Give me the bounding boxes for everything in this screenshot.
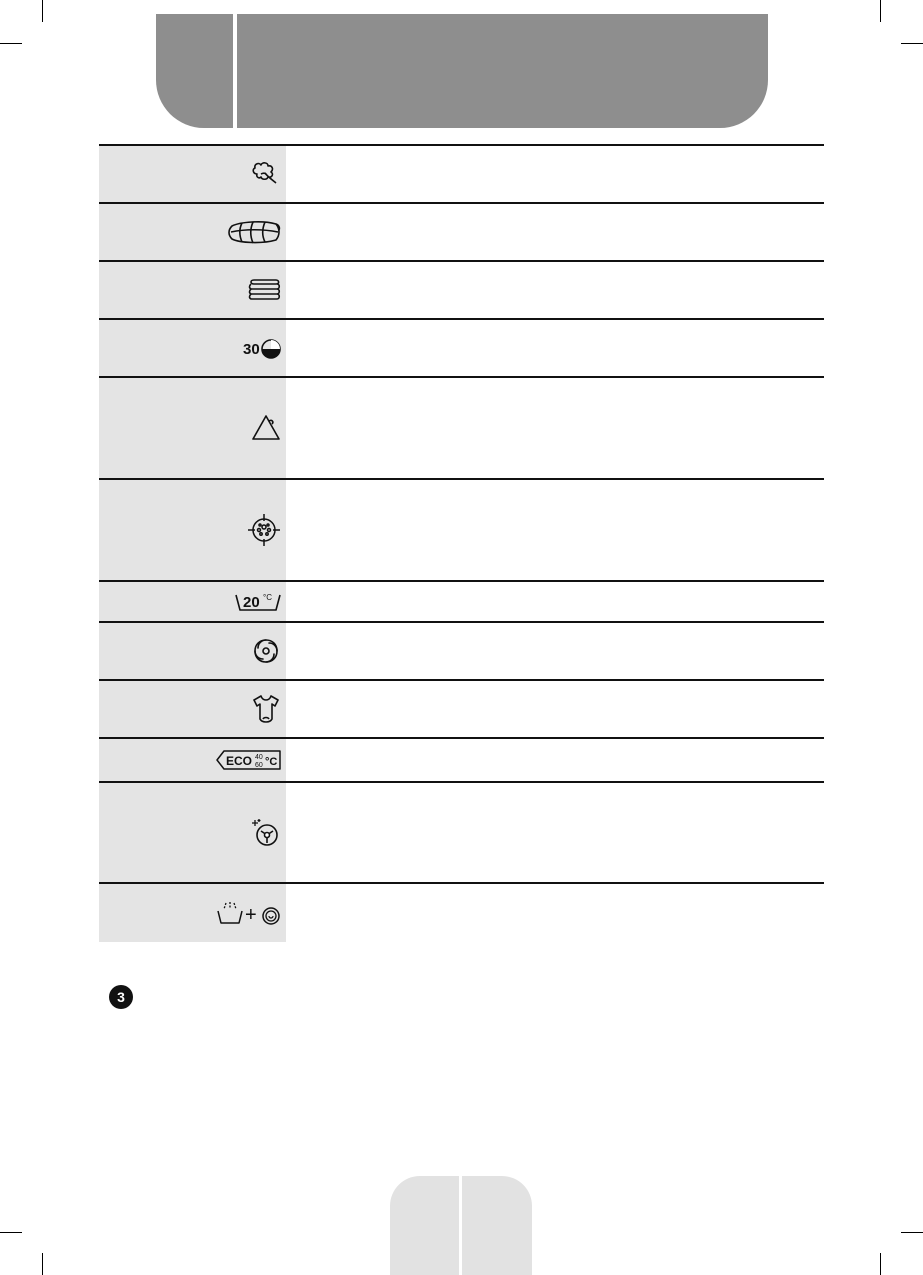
description-cell — [286, 681, 824, 737]
synthetics-icon — [250, 413, 282, 443]
hygiene-icon — [246, 512, 282, 548]
wash-temp-label: 20 — [243, 593, 260, 611]
eco-temp-bottom: 60 — [255, 762, 263, 769]
table-row — [99, 376, 824, 478]
table-row — [99, 781, 824, 882]
icon-cell — [99, 783, 286, 882]
table-row — [99, 202, 824, 260]
table-row — [99, 260, 824, 318]
icon-cell — [99, 146, 286, 202]
icon-cell — [99, 623, 286, 679]
icon-cell — [99, 262, 286, 318]
drum-clean-icon — [250, 817, 282, 849]
description-cell — [286, 783, 824, 882]
table-row — [99, 882, 824, 942]
description-cell — [286, 378, 824, 478]
icon-cell — [99, 884, 286, 942]
table-row — [99, 621, 824, 679]
table-row — [99, 478, 824, 580]
eco-label: ECO — [226, 754, 253, 768]
description-cell — [286, 262, 824, 318]
icon-cell — [99, 378, 286, 478]
header-tab — [156, 14, 768, 128]
crop-mark — [0, 43, 22, 44]
crop-mark — [880, 1253, 881, 1275]
table-row — [99, 318, 824, 376]
icon-cell — [99, 739, 286, 781]
table-row — [99, 737, 824, 781]
crop-mark — [0, 1232, 22, 1233]
towels-icon — [246, 276, 282, 304]
icon-cell — [99, 204, 286, 260]
eco-temp-unit: °C — [265, 756, 278, 768]
crop-mark — [42, 0, 43, 22]
icon-cell — [99, 480, 286, 580]
duvet-icon — [226, 218, 282, 246]
mix-icon — [250, 635, 282, 667]
table-row — [99, 144, 824, 202]
crop-mark — [880, 0, 881, 22]
header-divider — [233, 14, 237, 128]
description-cell — [286, 204, 824, 260]
rinse-spin-icon — [216, 899, 282, 927]
program-table — [99, 144, 824, 942]
wash-temp-unit: °C — [263, 592, 272, 602]
cold-wash-20-icon — [234, 590, 282, 614]
icon-cell — [99, 582, 286, 621]
description-cell — [286, 480, 824, 580]
step-number-badge: 3 — [109, 985, 133, 1009]
description-cell — [286, 884, 824, 942]
eco-temp-top: 40 — [255, 754, 263, 761]
quick-30-min-icon — [242, 335, 282, 361]
footer-divider — [459, 1176, 462, 1275]
baby-care-icon — [250, 693, 282, 725]
table-row — [99, 679, 824, 737]
description-cell — [286, 623, 824, 679]
crop-mark — [42, 1253, 43, 1275]
quick-30-label: 30 — [243, 341, 260, 358]
icon-cell — [99, 681, 286, 737]
cotton-icon — [248, 159, 282, 189]
description-cell — [286, 320, 824, 376]
description-cell — [286, 146, 824, 202]
description-cell — [286, 739, 824, 781]
table-row — [99, 580, 824, 621]
eco-40-60-icon — [216, 749, 282, 771]
crop-mark — [901, 43, 923, 44]
description-cell — [286, 582, 824, 621]
crop-mark — [901, 1232, 923, 1233]
plus-label: + — [245, 904, 257, 926]
icon-cell — [99, 320, 286, 376]
